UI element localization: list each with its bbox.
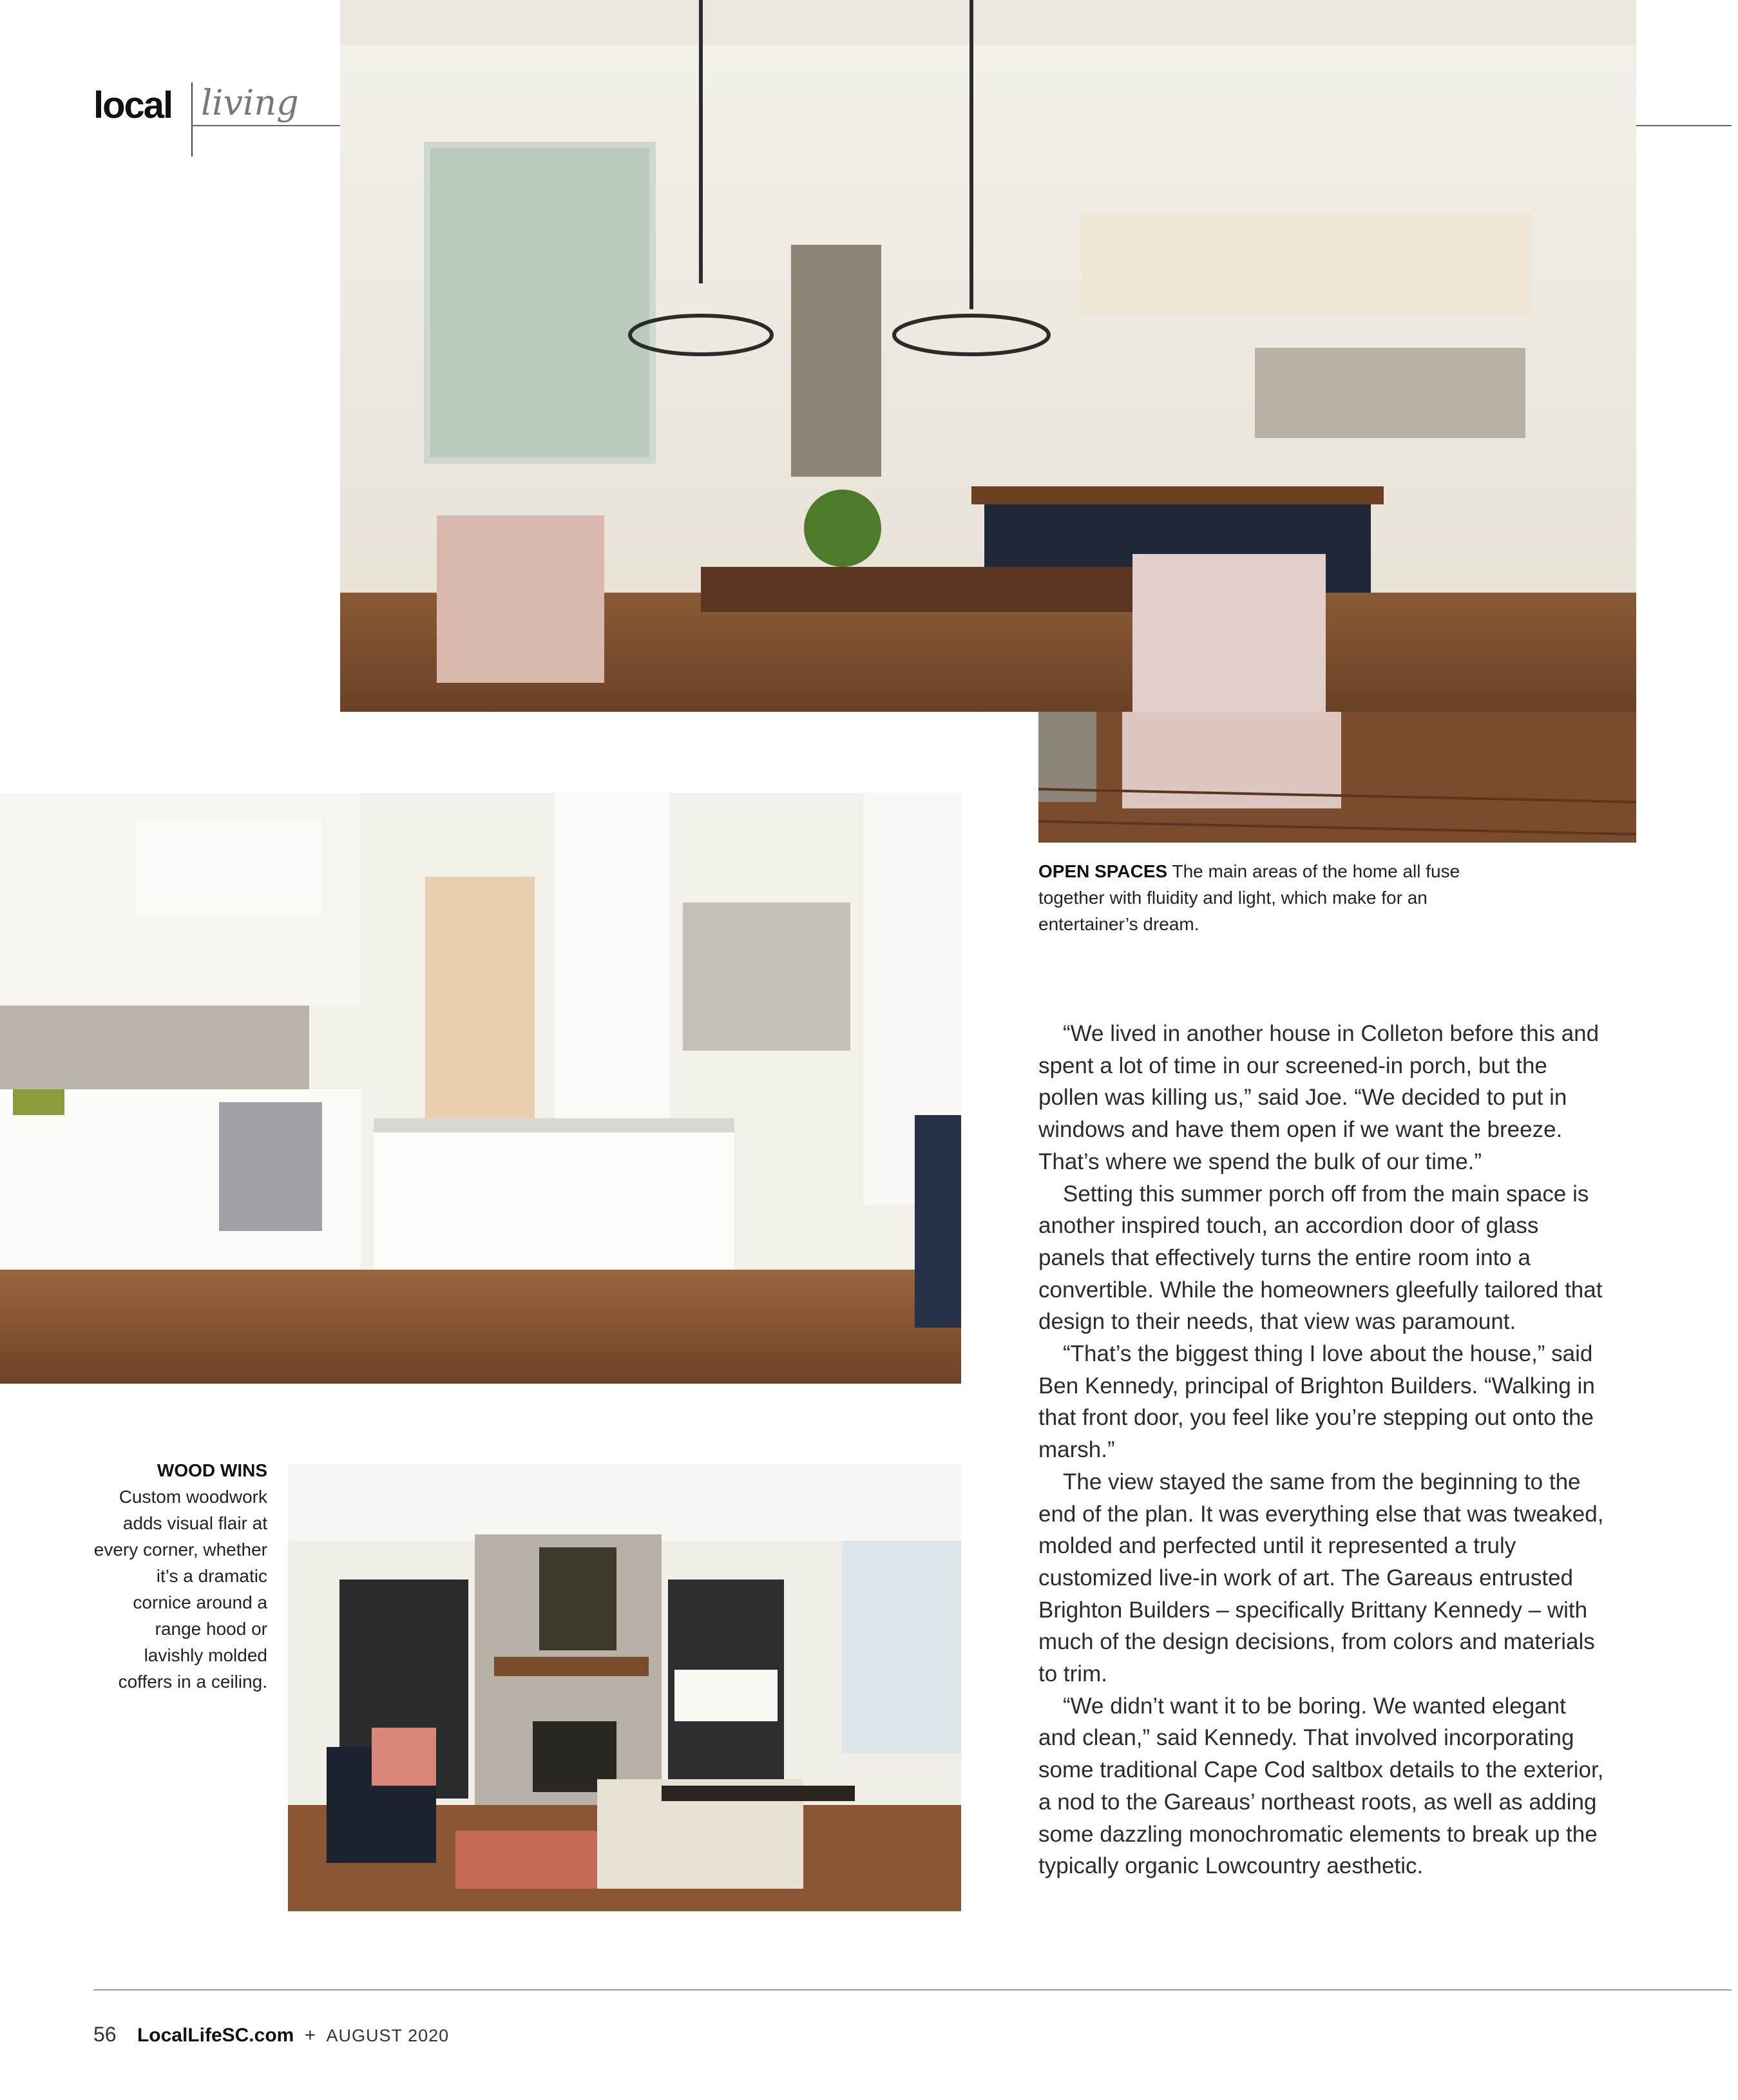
caption-wood-wins-label: WOOD WINS	[157, 1460, 267, 1480]
footer-date: AUGUST 2020	[326, 2026, 450, 2045]
footer-separator: +	[304, 2025, 316, 2046]
article-paragraph: “We didn’t want it to be boring. We wanted elegant and clean,” said Kennedy. That involved incorporating some traditional Cape Cod saltbox details to the exterior, a nod to the Gareaus’ northeast roots, as well as adding some dazzling monochromatic elements to break up the typically organic Lowcountry aesthetic.	[1038, 1693, 1604, 1879]
dining-room-photo	[340, 0, 1636, 712]
masthead-brand: local	[93, 84, 173, 126]
caption-open-spaces-text: The main areas of the home all fuse together with fluidity and light, which make for an entertainer’s dream.	[1038, 861, 1460, 934]
article-body	[1038, 1018, 1605, 1882]
living-room-photo	[288, 1464, 961, 1911]
footer	[93, 2023, 449, 2047]
article-paragraph: The view stayed the same from the beginning to the end of the plan. It was everything else that was tweaked, molded and perfected until it represented a truly customized live-in work of art. The Gareaus entrusted Brighton Builders – specifically Brittany Kennedy – with much of the design decisions, from colors and materials to trim.	[1038, 1469, 1604, 1687]
caption-wood-wins-text: Custom woodwork adds visual flair at every corner, whether it’s a dramatic cornice around a range hood or lavishly molded coffers in a ceiling.	[93, 1487, 267, 1692]
caption-open-spaces	[1038, 858, 1489, 937]
masthead-divider	[191, 82, 193, 157]
caption-wood-wins	[93, 1457, 267, 1695]
masthead-rule	[191, 125, 341, 126]
footer-rule	[93, 1989, 1732, 1990]
page-number: 56	[93, 2023, 117, 2046]
kitchen-photo	[0, 793, 961, 1384]
masthead-rule-right	[1636, 125, 1732, 126]
article-paragraph: “We lived in another house in Colleton before this and spent a lot of time in our screened-in porch, but the pollen was killing us,” said Joe. “We decided to put in windows and have them open if we want the breeze. That’s where we spend the bulk of our time.”	[1038, 1021, 1600, 1174]
dining-room-photo-extension	[1038, 712, 1636, 843]
masthead-section: living	[201, 82, 299, 123]
footer-site: LocalLifeSC.com	[137, 2025, 294, 2046]
caption-open-spaces-label: OPEN SPACES	[1038, 861, 1168, 881]
article-paragraph: Setting this summer porch off from the main space is another inspired touch, an accordion door of glass panels that effectively turns the entire room into a convertible. While the homeowners gleefully tailored that design to their needs, that view was paramount.	[1038, 1181, 1603, 1335]
article-paragraph: “That’s the biggest thing I love about the house,” said Ben Kennedy, principal of Brighton Builders. “Walking in that front door, you feel like you’re stepping out onto the marsh.”	[1038, 1341, 1595, 1463]
layout-notch	[340, 712, 1038, 718]
